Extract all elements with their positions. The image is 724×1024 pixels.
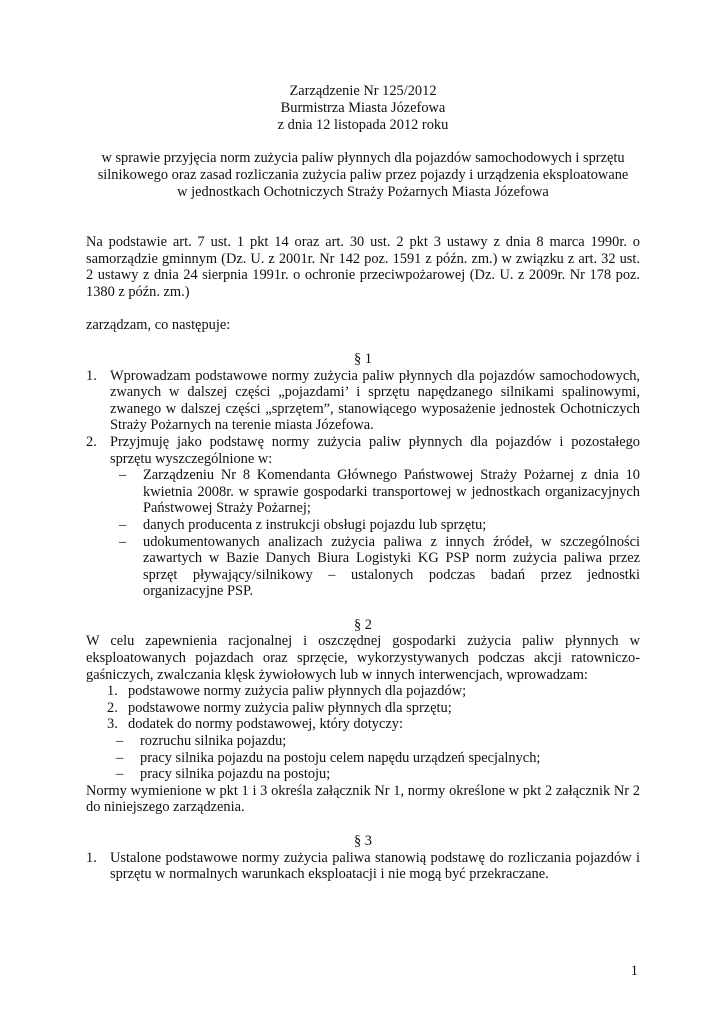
section-3-list xyxy=(86,850,640,883)
section-2-list xyxy=(107,683,640,733)
dash-item xyxy=(107,750,640,767)
section-3-title: § 3 xyxy=(354,833,372,849)
section-3 xyxy=(86,833,640,883)
list-marker: 2. xyxy=(86,433,97,450)
document-subject xyxy=(86,150,640,201)
dash-item-text: rozruchu silnika pojazdu; xyxy=(140,733,287,750)
section-2-title: § 2 xyxy=(354,616,372,633)
dash-item-text: danych producenta z instrukcji obsługi pojazdu lub sprzętu; xyxy=(143,516,487,533)
section-1-title: § 1 xyxy=(354,350,372,367)
section-2-sublist xyxy=(107,733,640,783)
document-title xyxy=(86,83,640,134)
list-item-text: podstawowe normy zużycia paliw płynnych dla sprzętu; xyxy=(128,699,452,716)
subject-line-3: w jednostkach Ochotniczych Straży Pożarnych Miasta Józefowa xyxy=(177,184,549,200)
section-2-intro: W celu zapewnienia racjonalnej i oszczędnej gospodarki zużycia paliw płynnych w eksploatowanych pojazdach oraz sprzęcie, wykorzystywanych podczas akcji ratowniczo-gaśniczych, zwalczania klęsk żywiołowych lub w innych interwencjach, wprowadzam: xyxy=(86,633,640,683)
subject-line-2: silnikowego oraz zasad rozliczania zużycia paliw przez pojazdy i urządzenia eksploatowane xyxy=(97,167,629,183)
section-2-item-3 xyxy=(107,716,640,733)
section-2-closing: Normy wymienione w pkt 1 i 3 określa załącznik Nr 1, normy określone w pkt 2 załącznik Nr 2 do niniejszego zarządzenia. xyxy=(86,782,640,816)
dash-marker: – xyxy=(116,766,124,783)
section-1-list xyxy=(86,368,640,600)
dash-marker: – xyxy=(119,516,127,533)
dash-item-text: udokumentowanych analizach zużycia paliwa z innych źródeł, w szczególności zawartych w Bazie Danych Biura Logistyki KG PSP norm zużycia paliwa przez sprzęt pływający/silnikowy – ustalonych podczas badań przez jednostki organizacyjne PSP. xyxy=(143,533,640,600)
section-1 xyxy=(86,351,640,600)
title-line-1: Zarządzenie Nr 125/2012 xyxy=(289,83,437,99)
title-line-2: Burmistrza Miasta Józefowa xyxy=(280,100,446,116)
dash-item xyxy=(107,766,640,783)
dash-item-text: pracy silnika pojazdu na postoju; xyxy=(140,766,331,783)
dash-item xyxy=(107,733,640,750)
list-item-text: podstawowe normy zużycia paliw płynnych dla pojazdów; xyxy=(128,683,467,700)
dash-item-text: pracy silnika pojazdu na postoju celem napędu urządzeń specjalnych; xyxy=(140,749,541,766)
list-item-text: Przyjmuję jako podstawę normy zużycia paliw płynnych dla pojazdów i pozostałego sprzętu wyszczególnione w: xyxy=(110,433,640,467)
order-phrase: zarządzam, co następuje: xyxy=(86,317,231,334)
list-item-text: dodatek do normy podstawowej, który dotyczy: xyxy=(128,716,403,733)
section-3-item-1 xyxy=(86,850,640,883)
list-marker: 1. xyxy=(86,849,97,866)
legal-basis: Na podstawie art. 7 ust. 1 pkt 14 oraz art. 30 ust. 2 pkt 3 ustawy z dnia 8 marca 1990r. o samorządzie gminnym (Dz. U. z 2001r. Nr 142 poz. 1591 z późn. zm.) w związku z art. 32 ust. 2 ustawy z dnia 24 sierpnia 1991r. o ochronie przeciwpożarowej (Dz. U. z 2009r. Nr 178 poz. 1380 z późn. zm.) xyxy=(86,234,640,300)
section-2 xyxy=(86,617,640,816)
section-1-item-1 xyxy=(86,368,640,434)
title-line-3: z dnia 12 listopada 2012 roku xyxy=(277,117,449,133)
section-1-sublist xyxy=(110,467,640,600)
dash-item-text: Zarządzeniu Nr 8 Komendanta Głównego Państwowej Straży Pożarnej z dnia 10 kwietnia 2008r. w sprawie gospodarki transportowej w jednostkach organizacyjnych Państwowej Straży Pożarnej; xyxy=(143,467,640,517)
list-marker: 1. xyxy=(107,683,118,700)
list-item-text: Wprowadzam podstawowe normy zużycia paliw płynnych dla pojazdów samochodowych, zwanych w dalszej części „pojazdami’ i sprzętu napędzanego silnikami spalinowymi, zwanego w dalszej części „sprzętem”, stanowiącego wyposażenie jednostek Ochotniczych Straży Pożarnych na terenie miasta Józefowa. xyxy=(110,367,640,434)
dash-marker: – xyxy=(119,467,127,484)
dash-item xyxy=(110,517,640,534)
section-2-item-2 xyxy=(107,700,640,717)
dash-item xyxy=(110,534,640,600)
list-marker: 2. xyxy=(107,699,118,716)
page-number: 1 xyxy=(630,963,638,979)
subject-line-1: w sprawie przyjęcia norm zużycia paliw płynnych dla pojazdów samochodowych i sprzętu xyxy=(101,150,625,166)
section-2-item-1 xyxy=(107,683,640,700)
dash-marker: – xyxy=(116,749,124,766)
dash-item xyxy=(110,467,640,517)
document-body xyxy=(86,83,640,883)
list-marker: 3. xyxy=(107,716,118,733)
dash-marker: – xyxy=(116,733,124,750)
list-item-text: Ustalone podstawowe normy zużycia paliwa stanowią podstawę do rozliczania pojazdów i sprzętu w normalnych warunkach eksploatacji i nie mogą być przekraczane. xyxy=(110,849,640,883)
section-1-item-2 xyxy=(86,434,640,600)
list-marker: 1. xyxy=(86,367,97,384)
dash-marker: – xyxy=(119,533,127,550)
